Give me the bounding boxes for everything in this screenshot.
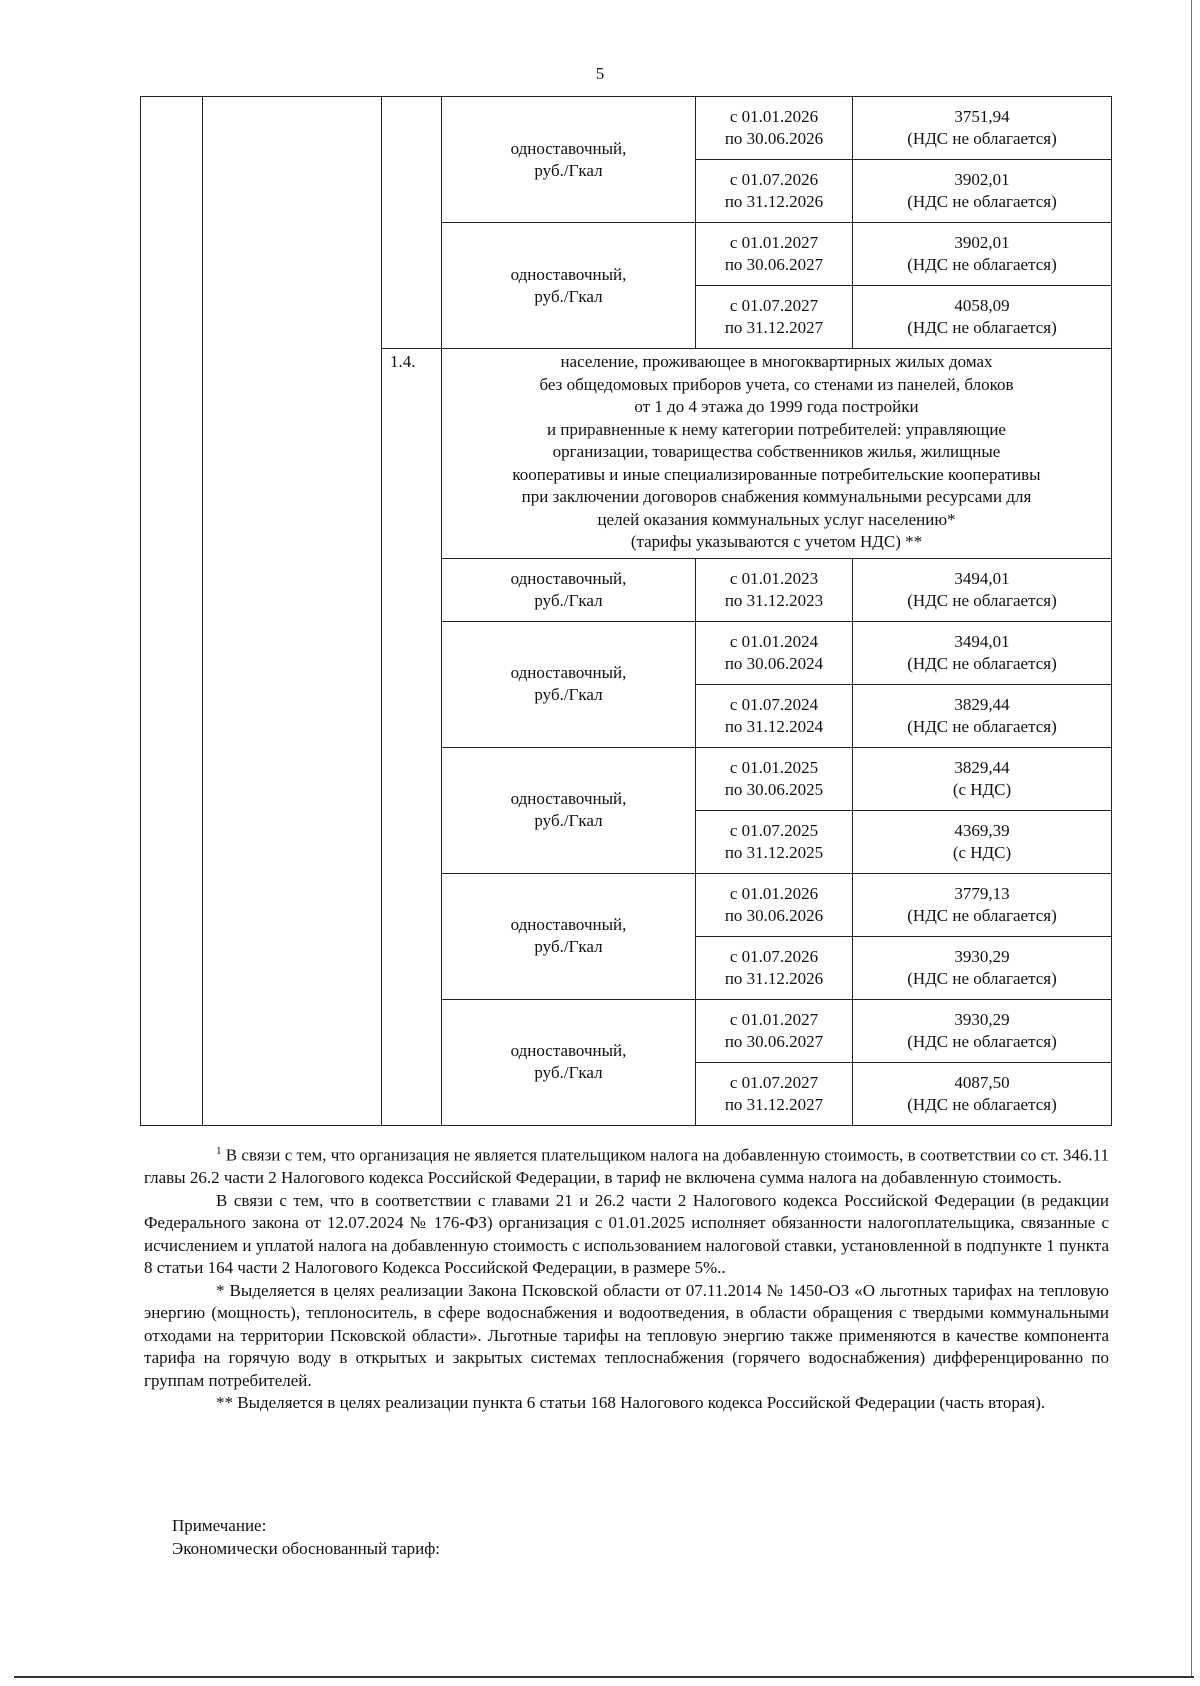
vat-note: (НДС не облагается) [907, 968, 1057, 988]
period-from: с 01.01.2024 [729, 631, 819, 651]
vat-note: (НДС не облагается) [907, 192, 1057, 211]
tariff-type-line: руб./Гкал [534, 811, 603, 830]
vat-note: (с НДС) [952, 842, 1012, 862]
category-line: при заключении договоров снабжения коммунальными ресурсами для [521, 487, 1032, 506]
period-cell [696, 810, 853, 873]
tariff-value-cell [853, 873, 1112, 936]
tariff-value: 3829,44 [954, 757, 1010, 777]
tariff-type-line: одноставочный, [510, 915, 627, 934]
period-to: по 31.12.2026 [724, 968, 824, 988]
period-cell [696, 747, 853, 810]
tariff-value: 4369,39 [954, 820, 1010, 840]
period-to: по 31.12.2023 [724, 590, 824, 610]
tariff-type-cell [442, 223, 696, 349]
tariff-value: 3930,29 [954, 1009, 1010, 1029]
footnotes [144, 1140, 1109, 1415]
tariff-type-line: одноставочный, [510, 663, 627, 682]
tariff-value: 3930,29 [954, 946, 1010, 966]
period-cell [696, 936, 853, 999]
period-from: с 01.07.2027 [729, 296, 819, 315]
tariff-type-cell [442, 97, 696, 223]
tariff-value: 3494,01 [954, 568, 1010, 588]
tariff-value-cell [853, 936, 1112, 999]
period-to: по 31.12.2026 [724, 192, 824, 211]
tariff-value-cell [853, 286, 1112, 349]
tariff-type-line: руб./Гкал [534, 286, 603, 306]
empty-col-2 [203, 97, 382, 1126]
period-from: с 01.07.2027 [729, 1072, 819, 1092]
category-line: и приравненные к нему категории потребителей: управляющие [547, 419, 1006, 439]
period-cell [696, 97, 853, 160]
vat-note: (НДС не облагается) [907, 905, 1057, 925]
category-line: без общедомовых приборов учета, со стенами из панелей, блоков [539, 374, 1014, 394]
period-to: по 30.06.2026 [724, 905, 824, 925]
period-from: с 01.01.2025 [729, 757, 819, 777]
tariff-value: 3779,13 [954, 883, 1010, 903]
tariff-type-line: руб./Гкал [534, 685, 603, 704]
period-from: с 01.07.2026 [729, 170, 819, 189]
period-from: с 01.01.2026 [729, 107, 819, 126]
footnote-double-star: ** Выделяется в целях реализации пункта 6 статьи 168 Налогового кодекса Российской Федерации (часть вторая). [216, 1393, 1046, 1413]
tariff-value: 4087,50 [954, 1072, 1010, 1092]
tariff-type-line: руб./Гкал [534, 1063, 603, 1082]
tariff-type-line: одноставочный, [510, 789, 627, 808]
period-from: с 01.07.2026 [729, 946, 819, 966]
tariff-type-line: одноставочный, [510, 1041, 627, 1060]
period-cell [696, 223, 853, 286]
period-cell [696, 558, 853, 621]
period-from: с 01.01.2027 [729, 1009, 819, 1029]
empty-col-1 [141, 97, 203, 1126]
footnote-1-mark: 1 [216, 1145, 222, 1157]
vat-note: (НДС не облагается) [907, 255, 1057, 274]
period-to: по 30.06.2026 [724, 129, 824, 148]
tariff-type-line: одноставочный, [510, 138, 627, 158]
footnote-1-continued: В связи с тем, что в соответствии с главами 21 и 26.2 части 2 Налогового кодекса Российской Федерации (в редакции Федерального закона от 12.07.2024 № 176-ФЗ) организация с 01.01.2025 исполняет обязанности налогоплательщика, связанные с исчислением и уплатой налога на добавленную стоимость с использованием налоговой ставки, установленной в подпункте 1 пункта 8 статьи 164 части 2 Налогового Кодекса Российской Федерации, в размере 5%.. [144, 1190, 1109, 1278]
vat-note: (НДС не облагается) [907, 1094, 1057, 1114]
tariff-type-cell [442, 621, 696, 747]
tariff-value-cell [853, 223, 1112, 286]
tariff-value-cell [853, 558, 1112, 621]
period-cell [696, 873, 853, 936]
period-to: по 30.06.2027 [724, 255, 824, 274]
tariff-type-cell [442, 747, 696, 873]
tariff-value: 3751,94 [954, 107, 1010, 126]
tariff-value-cell [853, 1062, 1112, 1125]
period-to: по 30.06.2027 [724, 1031, 824, 1051]
tariff-value: 4058,09 [954, 296, 1010, 315]
vat-note: (НДС не облагается) [907, 1031, 1057, 1051]
period-cell [696, 999, 853, 1062]
tariff-type-line: руб./Гкал [534, 160, 603, 180]
tariff-type-cell [442, 558, 696, 621]
period-cell [696, 621, 853, 684]
category-line: целей оказания коммунальных услуг населению* [597, 509, 956, 529]
tariff-value-cell [853, 747, 1112, 810]
page-number: 5 [595, 64, 605, 83]
page-edge-bottom [14, 1676, 1194, 1678]
category-line: кооперативы и иные специализированные потребительские кооперативы [512, 464, 1041, 484]
period-cell [696, 160, 853, 223]
tariff-value: 3829,44 [954, 694, 1010, 714]
tariff-type-line: одноставочный, [510, 568, 627, 588]
note-block [172, 1515, 440, 1560]
category-line: организации, товарищества собственников жилья, жилищные [552, 442, 1001, 461]
tariff-type-line: руб./Гкал [534, 590, 603, 610]
tariff-value-cell [853, 621, 1112, 684]
table-row [141, 97, 1112, 160]
period-cell [696, 1062, 853, 1125]
period-to: по 31.12.2025 [724, 842, 824, 862]
period-from: с 01.01.2023 [729, 568, 819, 588]
period-to: по 31.12.2024 [724, 716, 824, 736]
tariff-type-cell [442, 999, 696, 1125]
vat-note: (НДС не облагается) [907, 716, 1057, 736]
footnote-star: * Выделяется в целях реализации Закона Псковской области от 07.11.2014 № 1450-ОЗ «О льготных тарифах на тепловую энергию (мощность), теплоноситель, в сфере водоснабжения и водоотведения, в области обращения с твердыми коммунальными отходами на территории Псковской области». Льготные тарифы на тепловую энергию также применяются в качестве компонента тарифа на горячую воду в открытых и закрытых системах теплоснабжения (горячего водоснабжения) дифференцированно по группам потребителей. [144, 1280, 1109, 1390]
tariff-table [140, 96, 1112, 1126]
consumer-category [442, 349, 1112, 559]
vat-note: (НДС не облагается) [907, 318, 1057, 337]
category-line: (тарифы указываются с учетом НДС) ** [630, 532, 923, 551]
note-text: Экономически обоснованный тариф: [172, 1538, 440, 1558]
tariff-value-cell [853, 160, 1112, 223]
tariff-type-cell [442, 873, 696, 999]
period-from: с 01.07.2024 [729, 694, 819, 714]
period-from: с 01.01.2026 [729, 883, 819, 903]
category-line: от 1 до 4 этажа до 1999 года постройки [634, 397, 919, 416]
empty-col-3 [382, 97, 442, 349]
tariff-value: 3494,01 [954, 631, 1010, 651]
tariff-value-cell [853, 810, 1112, 873]
tariff-value: 3902,01 [954, 170, 1010, 189]
footnote-1-text: В связи с тем, что организация не является плательщиком налога на добавленную стоимость, в соответствии со ст. 346.11 главы 26.2 части 2 Налогового кодекса Российской Федерации, в тариф не включена сумма налога на добавленную стоимость. [144, 1145, 1109, 1188]
tariff-type-line: одноставочный, [510, 264, 627, 284]
page-edge-right [1191, 0, 1192, 1676]
vat-note: (с НДС) [952, 779, 1012, 799]
footnote-1 [144, 1140, 1109, 1190]
period-to: по 31.12.2027 [724, 318, 824, 337]
period-cell [696, 684, 853, 747]
tariff-value-cell [853, 97, 1112, 160]
period-to: по 30.06.2025 [724, 779, 824, 799]
vat-note: (НДС не облагается) [907, 590, 1057, 610]
vat-note: (НДС не облагается) [907, 653, 1057, 673]
period-to: по 30.06.2024 [724, 653, 824, 673]
period-to: по 31.12.2027 [724, 1094, 824, 1114]
section-number: 1.4. [382, 349, 442, 1126]
tariff-type-line: руб./Гкал [534, 937, 603, 956]
period-from: с 01.07.2025 [729, 820, 819, 840]
period-from: с 01.01.2027 [729, 233, 819, 252]
tariff-value-cell [853, 684, 1112, 747]
tariff-value-cell [853, 999, 1112, 1062]
tariff-value: 3902,01 [954, 233, 1010, 252]
note-title: Примечание: [172, 1516, 267, 1535]
category-line: население, проживающее в многоквартирных жилых домах [560, 352, 993, 371]
vat-note: (НДС не облагается) [907, 129, 1057, 148]
period-cell [696, 286, 853, 349]
